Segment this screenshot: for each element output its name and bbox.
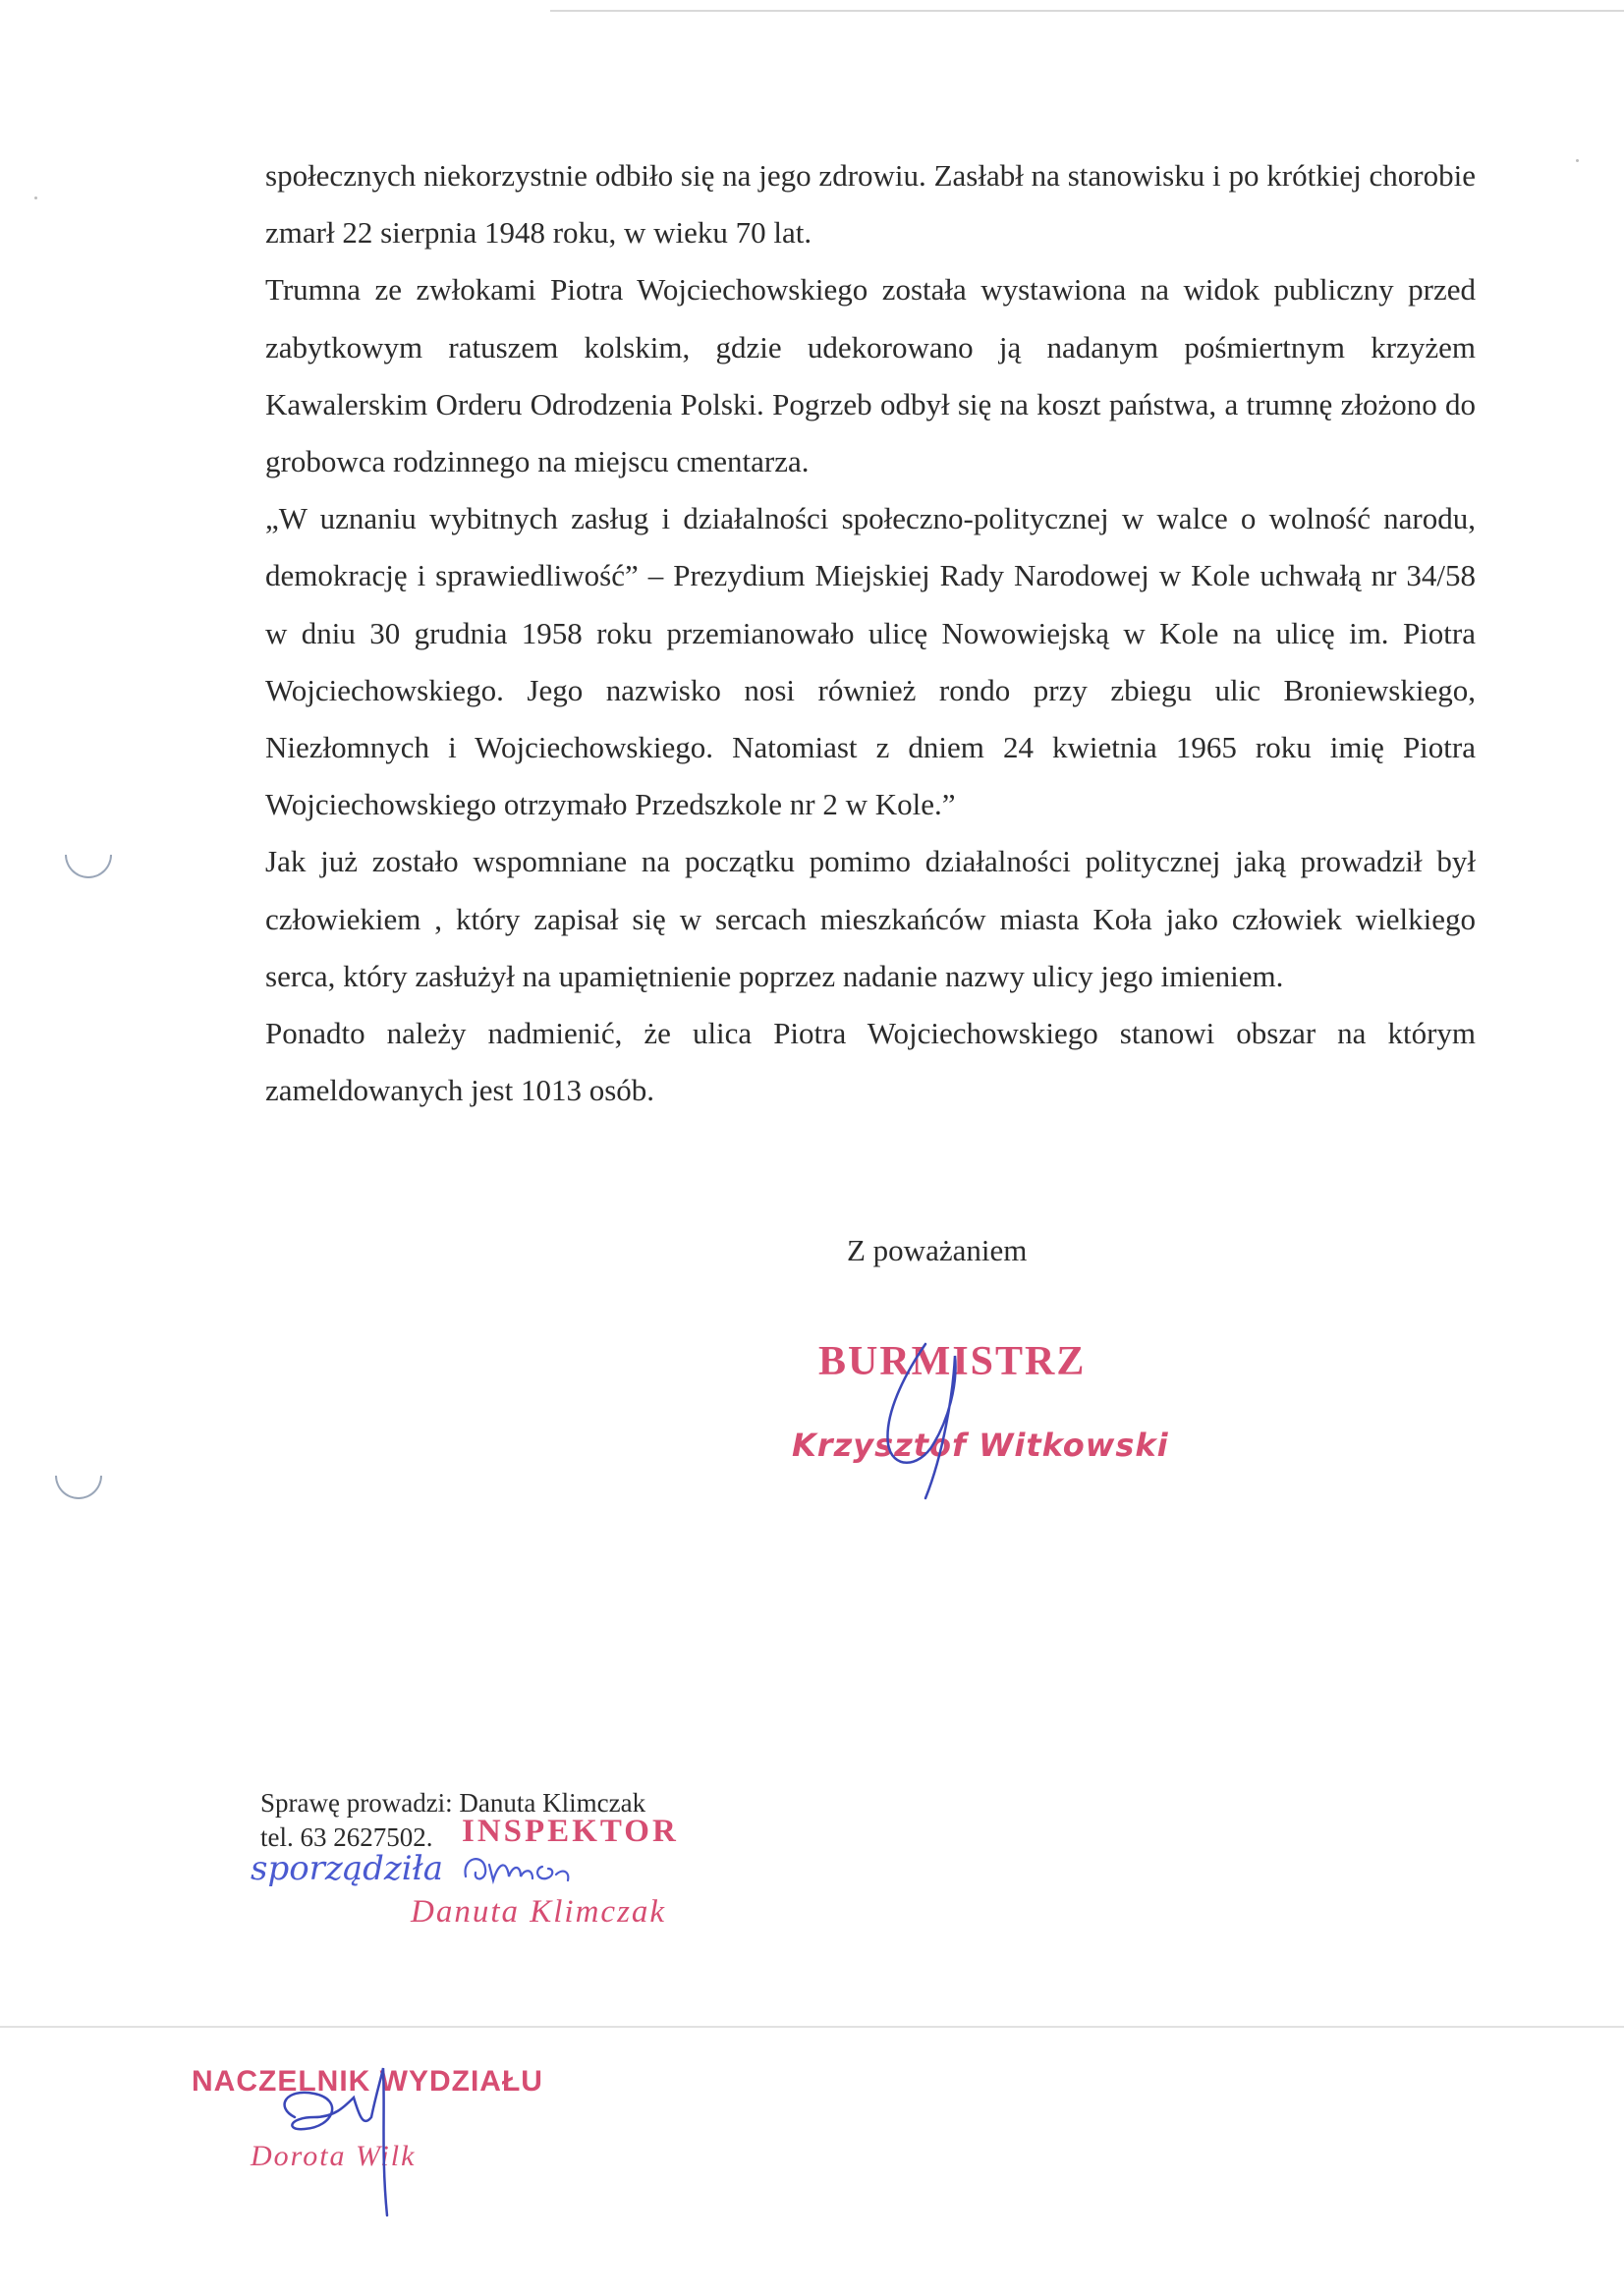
- closing-salutation: Z poważaniem: [847, 1233, 1028, 1267]
- phone-number: tel. 63 2627502.: [260, 1822, 433, 1852]
- letter-body: [265, 147, 1476, 1119]
- punch-hole-top: [65, 855, 112, 878]
- inspector-signature: [460, 1847, 578, 1890]
- mayor-signature: [865, 1336, 1002, 1503]
- mayor-stamp-name: Krzysztof Witkowski: [792, 1427, 1169, 1464]
- handwritten-note: sporządziła: [251, 1849, 443, 1888]
- department-head-stamp-title: NACZELNIK WYDZIAŁU: [192, 2065, 543, 2098]
- scan-edge-top: [550, 10, 1624, 12]
- inspector-stamp-name: Danuta Klimczak: [411, 1894, 667, 1930]
- paragraph-funeral: Trumna ze zwłokami Piotra Wojciechowskiego została wystawiona na widok publiczny przed zabytkowym ratuszem kolskim, gdzie udekorowano ją nadanym pośmiertnym krzyżem Kawalerskim Orderu Odrodzenia Polski. Pogrzeb odbył się na koszt państwa, a trumnę złożono do grobowca rodzinnego na miejscu cmentarza.: [265, 272, 1476, 479]
- paragraph-residents: Ponadto należy nadmienić, że ulica Piotra Wojciechowskiego stanowi obszar na którym zameldowanych jest 1013 osób.: [265, 1016, 1476, 1108]
- mayor-stamp-title: BURMISTRZ: [818, 1339, 1087, 1384]
- paragraph-street-naming: „W uznaniu wybitnych zasług i działalności społeczno-politycznej w walce o wolność narodu, demokrację i sprawiedliwość” – Prezydium Miejskiej Rady Narodowej w Kole uchwałą nr 34/58 w dniu 30 grudnia 1958 roku przemianowało ulicę Nowowiejską w Kole na ulicę im. Piotra Wojciechowskiego. Jego nazwisko nosi również rondo przy zbiegu ulic Broniewskiego, Niezłomnych i Wojciechowskiego. Natomiast z dniem 24 kwietnia 1965 roku imię Piotra Wojciechowskiego otrzymało Przedszkole nr 2 w Kole.”: [265, 501, 1476, 822]
- punch-hole-bottom: [55, 1476, 102, 1499]
- case-handler: Sprawę prowadzi: Danuta Klimczak: [260, 1788, 646, 1818]
- scan-speck: [1576, 159, 1579, 162]
- department-head-signature: [265, 2058, 422, 2225]
- scan-speck: [34, 196, 37, 199]
- paragraph-health: społecznych niekorzystnie odbiło się na jego zdrowiu. Zasłabł na stanowisku i po krótkiej chorobie zmarł 22 sierpnia 1948 roku, w wieku 70 lat.: [265, 158, 1476, 251]
- paragraph-legacy: Jak już zostało wspomniane na początku pomimo działalności politycznej jaką prowadził był człowiekiem , który zapisał się w sercach mieszkańców miasta Koła jako człowiek wielkiego serca, który zasłużył na upamiętnienie poprzez nadanie nazwy ulicy jego imieniem.: [265, 844, 1476, 993]
- inspector-stamp-title: INSPEKTOR: [462, 1814, 679, 1849]
- scan-edge-middle: [0, 2026, 1624, 2028]
- department-head-stamp-name: Dorota Wilk: [251, 2140, 417, 2172]
